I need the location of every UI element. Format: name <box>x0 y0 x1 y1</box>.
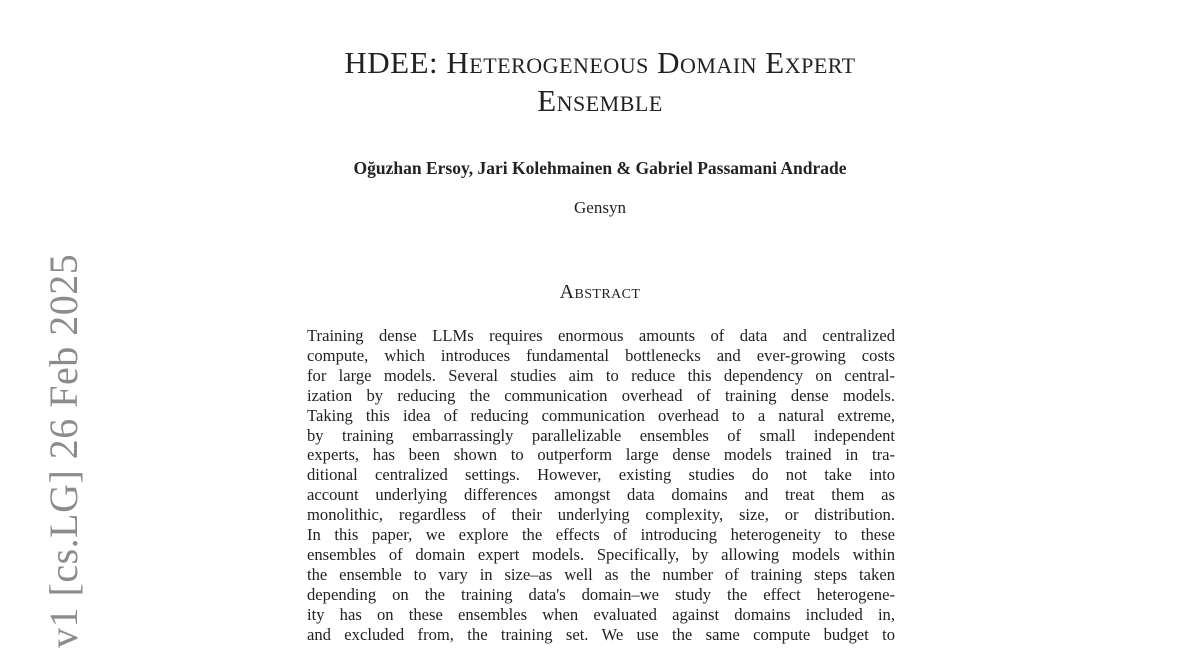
abstract-line: compute, which introduces fundamental bottlenecks and ever-growing costs <box>307 345 895 365</box>
abstract-body <box>307 326 895 645</box>
title-line-1: HDEE: Heterogeneous Domain Expert <box>344 45 856 80</box>
abstract-line: In this paper, we explore the effects of introducing heterogeneity to these <box>307 525 895 545</box>
abstract-line: ditional centralized settings. However, existing studies do not take into <box>307 465 895 485</box>
abstract-line: experts, has been shown to outperform large dense models trained in tra- <box>307 445 895 465</box>
author-affiliation: Gensyn <box>574 198 626 217</box>
abstract-line: for large models. Several studies aim to reduce this dependency on central- <box>307 365 895 385</box>
arxiv-identifier-stamp: v1 [cs.LG] 26 Feb 2025 <box>41 253 86 648</box>
title-line-2: Ensemble <box>537 83 663 118</box>
abstract-line: depending on the training data's domain–we study the effect heterogene- <box>307 584 895 604</box>
abstract-line: the ensemble to vary in size–as well as the number of training steps taken <box>307 564 895 584</box>
abstract-line: Training dense LLMs requires enormous amounts of data and centralized <box>307 326 895 345</box>
abstract-line: and excluded from, the training set. We use the same compute budget to <box>307 624 895 644</box>
abstract-line: Taking this idea of reducing communication overhead to a natural extreme, <box>307 405 895 425</box>
paper-title <box>0 44 1200 120</box>
abstract-line: account underlying differences amongst data domains and treat them as <box>307 485 895 505</box>
abstract-line: ization by reducing the communication overhead of training dense models. <box>307 385 895 405</box>
abstract-heading: Abstract <box>559 281 641 303</box>
abstract-line: monolithic, regardless of their underlying complexity, size, or distribution. <box>307 505 895 525</box>
author-list: Oğuzhan Ersoy, Jari Kolehmainen & Gabriel Passamani Andrade <box>353 158 847 178</box>
abstract-line: by training embarrassingly parallelizable ensembles of small independent <box>307 425 895 445</box>
abstract-line: ensembles of domain expert models. Specifically, by allowing models within <box>307 544 895 564</box>
abstract-line: ity has on these ensembles when evaluated against domains included in, <box>307 604 895 624</box>
